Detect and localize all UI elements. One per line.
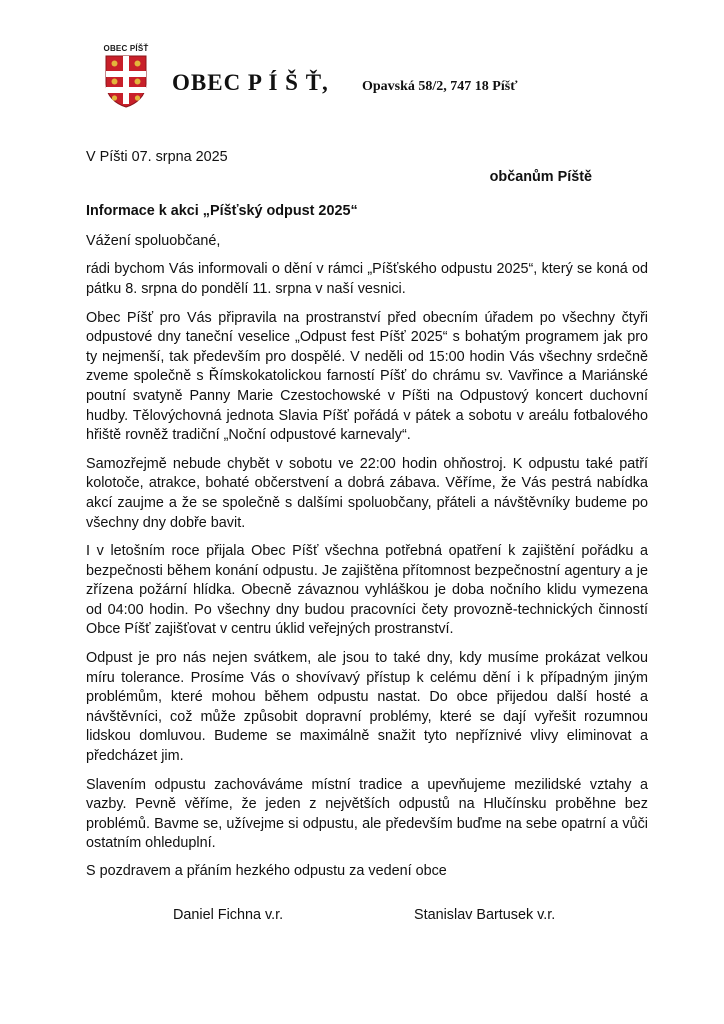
letter-greeting: Vážení spoluobčané, — [86, 232, 221, 249]
letter-closing: S pozdravem a přáním hezkého odpustu za vedení obce — [86, 863, 447, 879]
crest-label: OBEC PÍŠŤ — [103, 44, 149, 53]
letter-body — [86, 148, 648, 882]
signature-deputy: Stanislav Bartusek v.r. — [414, 907, 556, 923]
paragraph: Samozřejmě nebude chybět v sobotu ve 22:00 hodin ohňostroj. K odpustu také patří kolotoče, atrakce, bohaté občerstvení a dobrá zábava. Věříme, že Vás pestrá nabídka akcí zaujme a že se společně s dalšími spoluobčany, přáteli a návštěvníky budeme po všechny dny dobře bavit. — [86, 455, 648, 531]
municipality-address: Opavská 58/2, 747 18 Píšť — [362, 79, 518, 94]
paragraph: Slavením odpustu zachováváme místní tradice a upevňujeme mezilidské vztahy a vazby. Pevně věříme, že jeden z největších odpustů na Hlučínsku proběhne bez problémů. Bavme se, užívejme si odpustu, ale především buďme na sebe opatrní a vůči ostatním ohleduplní. — [86, 776, 648, 852]
paragraph: Obec Píšť pro Vás připravila na prostranství před obecním úřadem po všechny čtyři odpustové dny taneční veselice „Odpust fest Píšť 2025“ s bohatým programem jak pro ty nejmenší, tak především pro dospělé. V neděli od 15:00 hodin Vás všechny srdečně zveme společně s Římskokatolickou farností Píšť do chrámu sv. Vavřince a Mariánské poutní svatyně Panny Marie Czestochowské v Píšti na Odpustový koncert duchovní hudby. Tělovýchovná jednota Slavia Píšť pořádá v pátek a sobotu v areálu fotbalového hřiště rovněž tradiční „Noční odpustové karnevaly“. — [86, 309, 648, 444]
letter-date: V Píšti 07. srpna 2025 — [86, 149, 228, 165]
coat-of-arms-icon — [104, 54, 148, 108]
signature-mayor: Daniel Fichna v.r. — [173, 907, 284, 923]
paragraph: rádi bychom Vás informovali o dění v rámci „Píšťského odpustu 2025“, který se koná od pátku 8. srpna do pondělí 11. srpna v naší vesnici. — [86, 261, 648, 297]
paragraph: I v letošním roce přijala Obec Píšť všechna potřebná opatření k zajištění pořádku a bezpečnosti během konání odpustu. Je zajištěna přítomnost bezpečnostní agentury a je zřízena požární hlídka. Obecně závaznou vyhláškou je doba nočního klidu vymezena od 04:00 hodin. Po všechny dny budou pracovníci čety provozně-technických činností Obce Píšť zajišťovat v centru úklid veřejných prostranství. — [86, 543, 648, 638]
coat-of-arms — [100, 44, 152, 108]
municipality-name: OBEC P Í Š Ť, — [172, 70, 329, 95]
letter-recipient: občanům Píště — [489, 168, 592, 185]
paragraph: Odpust je pro nás nejen svátkem, ale jsou to také dny, kdy musíme prokázat velkou míru tolerance. Prosíme Vás o shovívavý přístup k celému dění i k případným jiným problémům, které mohou během odpustu nastat. Do obce přijedou další hosté a návštěvníci, což může způsobit dopravní problémy, které se dají vyřešit rozumnou lidskou domluvou. Budeme se maximálně snažit tyto nepříznivé vlivy eliminovat a předcházet jim. — [86, 650, 648, 765]
letter-subject: Informace k akci „Píšťský odpust 2025“ — [86, 203, 358, 220]
